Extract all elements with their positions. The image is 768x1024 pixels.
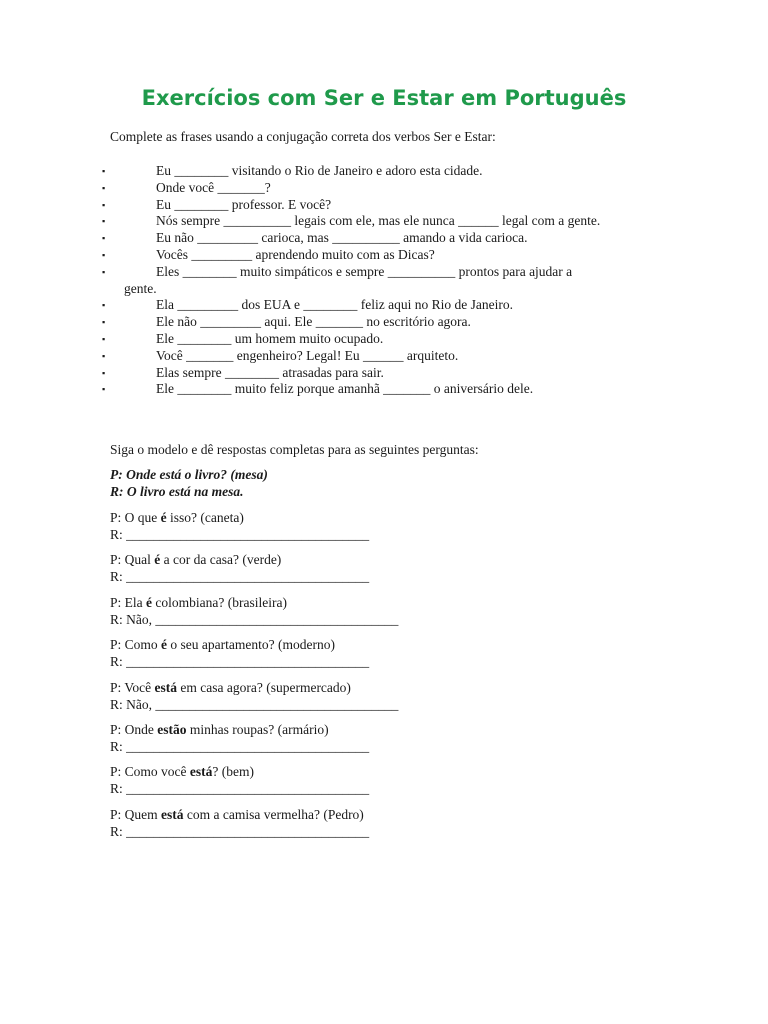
instructions-complete: Complete as frases usando a conjugação correta dos verbos Ser e Estar:	[110, 129, 496, 144]
question-suffix: minhas roupas? (armário)	[186, 721, 329, 737]
exercise-text: Onde você _______?	[156, 179, 271, 195]
question-suffix: colombiana? (brasileira)	[152, 594, 287, 610]
answer-line: R: Não, ____________________________________	[110, 696, 399, 712]
question-suffix: em casa agora? (supermercado)	[177, 679, 351, 695]
square-bullet-icon: ▪	[102, 249, 106, 260]
qa-pair	[110, 806, 398, 848]
square-bullet-icon: ▪	[102, 333, 106, 344]
exercise-item	[0, 264, 768, 298]
question-verb: é	[154, 552, 161, 568]
exercise-text: Ele ________ muito feliz porque amanhã _______ o aniversário dele.	[156, 381, 534, 397]
exercise-list	[0, 163, 768, 398]
question-answer-list	[110, 509, 398, 848]
exercise-item	[0, 213, 768, 230]
exercise-text: Ele não _________ aqui. Ele _______ no escritório agora.	[156, 314, 471, 330]
answer-line: R: Não, ____________________________________	[110, 611, 399, 627]
exercise-item	[0, 365, 768, 382]
square-bullet-icon: ▪	[102, 317, 106, 328]
exercise-text: Eu ________ professor. E você?	[156, 196, 332, 212]
square-bullet-icon: ▪	[102, 384, 106, 395]
question-prefix: P: O que	[110, 510, 161, 525]
answer-line: R: ____________________________________	[110, 527, 370, 542]
square-bullet-icon: ▪	[102, 300, 106, 311]
exercise-item	[0, 331, 768, 348]
answer-line: R: ____________________________________	[110, 569, 370, 585]
model-question: P: Onde está o livro? (mesa)	[110, 467, 268, 482]
exercise-text: Ela _________ dos EUA e ________ feliz aqui no Rio de Janeiro.	[156, 297, 513, 313]
exercise-text: Eu ________ visitando o Rio de Janeiro e adoro esta cidade.	[156, 163, 483, 178]
exercise-item	[0, 230, 768, 247]
qa-pair	[110, 679, 398, 721]
question-prefix: P: Quem	[110, 806, 162, 822]
exercise-item	[0, 163, 768, 180]
exercise-text: Eu não _________ carioca, mas __________ amando a vida carioca.	[156, 230, 528, 246]
qa-pair	[110, 763, 398, 805]
square-bullet-icon: ▪	[102, 350, 106, 361]
question	[110, 806, 398, 823]
question-prefix: P: Como você	[110, 764, 190, 780]
question-suffix: isso? (caneta)	[166, 510, 244, 525]
qa-pair	[110, 594, 398, 636]
answer-line: R: ____________________________________	[110, 781, 370, 797]
question-verb: é	[160, 510, 167, 525]
exercise-text: Ele ________ um homem muito ocupado.	[156, 330, 384, 346]
exercise-text: Você _______ engenheiro? Legal! Eu ______ arquiteto.	[156, 347, 459, 363]
model-example	[110, 466, 268, 500]
exercise-item	[0, 348, 768, 365]
square-bullet-icon: ▪	[102, 266, 106, 277]
qa-pair	[110, 551, 398, 593]
question	[110, 551, 398, 568]
question-verb: é	[161, 637, 168, 653]
question-suffix: a cor da casa? (verde)	[160, 552, 282, 568]
qa-pair	[110, 636, 398, 678]
question	[110, 636, 398, 653]
answer-line: R: ____________________________________	[110, 654, 370, 670]
question-verb: estão	[157, 721, 187, 737]
question-verb: está	[154, 679, 178, 695]
exercise-text: Eles ________ muito simpáticos e sempre __________ prontos para ajudar a	[156, 263, 573, 279]
question	[110, 594, 398, 611]
question-suffix: o seu apartamento? (moderno)	[167, 637, 335, 653]
question	[110, 763, 398, 780]
question	[110, 509, 398, 526]
exercise-item	[0, 381, 768, 398]
exercise-item	[0, 297, 768, 314]
question-prefix: P: Como	[110, 637, 162, 653]
question-prefix: P: Ela	[110, 594, 146, 610]
square-bullet-icon: ▪	[102, 367, 106, 378]
exercise-item	[0, 314, 768, 331]
qa-pair	[110, 721, 398, 763]
exercise-text: Vocês _________ aprendendo muito com as Dicas?	[156, 246, 435, 262]
answer-line: R: ____________________________________	[110, 823, 370, 839]
question-suffix: ? (bem)	[212, 764, 254, 780]
exercise-text-continuation: gente.	[124, 280, 157, 296]
square-bullet-icon: ▪	[102, 216, 106, 227]
qa-pair	[110, 509, 398, 551]
instructions-answer: Siga o modelo e dê respostas completas para as seguintes perguntas:	[110, 442, 479, 457]
exercise-text: Elas sempre ________ atrasadas para sair.	[156, 364, 384, 380]
question-verb: está	[189, 764, 213, 780]
square-bullet-icon: ▪	[102, 166, 106, 176]
square-bullet-icon: ▪	[102, 182, 106, 193]
exercise-item	[0, 197, 768, 214]
question-verb: está	[161, 806, 184, 822]
question	[110, 679, 398, 696]
exercise-item	[0, 247, 768, 264]
question-prefix: P: Qual	[110, 552, 155, 568]
question-prefix: P: Onde	[110, 721, 158, 737]
question-prefix: P: Você	[110, 679, 155, 695]
question	[110, 721, 398, 738]
page-title: Exercícios com Ser e Estar em Português	[141, 86, 627, 110]
question-verb: é	[146, 594, 152, 610]
exercise-item	[0, 180, 768, 197]
model-answer: R: O livro está na mesa.	[110, 484, 244, 499]
exercise-text: Nós sempre __________ legais com ele, mas ele nunca ______ legal com a gente.	[156, 213, 601, 229]
square-bullet-icon: ▪	[102, 199, 106, 210]
answer-line: R: ____________________________________	[110, 738, 370, 754]
square-bullet-icon: ▪	[102, 233, 106, 244]
question-suffix: com a camisa vermelha? (Pedro)	[183, 806, 364, 822]
